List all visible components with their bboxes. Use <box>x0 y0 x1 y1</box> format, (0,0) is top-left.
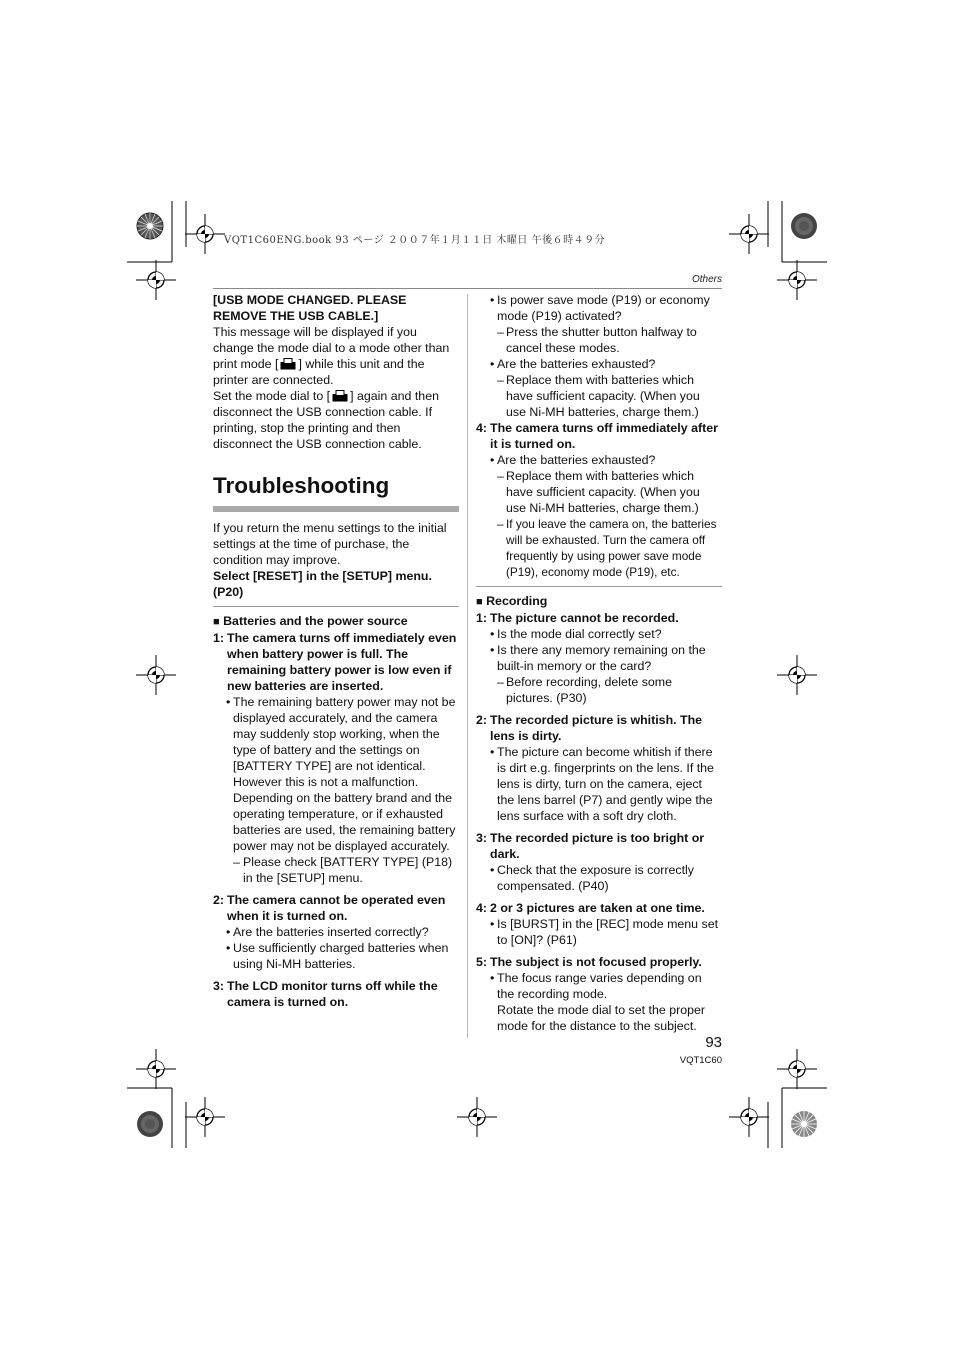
page-number: 93 <box>705 1034 722 1051</box>
registration-mark-icon <box>777 1049 817 1089</box>
list-item: • Is [BURST] in the [REC] mode menu set to [ON]? (P61) <box>490 917 719 947</box>
list-item: – Please check [BATTERY TYPE] (P18) in the [SETUP] menu. <box>233 855 453 885</box>
question-2: 2: The camera cannot be operated even when it is turned on. <box>213 893 446 923</box>
registration-mark-icon <box>185 1097 225 1137</box>
section-divider <box>476 586 722 587</box>
list-item: – Press the shutter button halfway to cancel these modes. <box>497 325 697 355</box>
color-wheel-icon <box>791 213 817 239</box>
question-3: 3: The LCD monitor turns off while the camera is turned on. <box>213 979 438 1009</box>
usb-paragraph-2: Set the mode dial to [ ] again and then disconnect the USB connection cable. If printing, stop the printing and then disconnect the USB connection cable. <box>213 389 439 451</box>
square-bullet-icon: ■ <box>213 616 220 628</box>
list-item: • Check that the exposure is correctly compensated. (P40) <box>490 863 694 893</box>
square-bullet-icon: ■ <box>476 596 483 608</box>
header-rule <box>213 288 722 289</box>
recording-question-2: 2: The recorded picture is whitish. The lens is dirty. <box>476 713 703 743</box>
color-wheel-icon <box>137 1111 163 1137</box>
list-item: – If you leave the camera on, the batteries will be exhausted. Turn the camera off frequently by using power save mode (P19), economy mode (P19), etc. <box>497 517 717 579</box>
page-title: Troubleshooting <box>213 473 390 498</box>
product-code: VQT1C60 <box>679 1055 722 1066</box>
recording-question-1: 1: The picture cannot be recorded. <box>476 611 679 625</box>
registration-mark-icon <box>729 214 769 254</box>
list-item: – Replace them with batteries which have sufficient capacity. (When you use Ni-MH batteries, charge them.) <box>497 469 700 515</box>
section-divider <box>213 606 459 607</box>
registration-mark-icon <box>136 1049 176 1089</box>
registration-mark-icon <box>136 655 176 695</box>
registration-mark-icon <box>729 1097 769 1137</box>
question-4: 4: The camera turns off immediately after it is turned on. <box>476 421 718 451</box>
color-wheel-icon <box>791 1111 817 1137</box>
registration-mark-icon <box>185 214 225 254</box>
recording-question-5: 5: The subject is not focused properly. <box>476 955 702 969</box>
title-underline <box>213 506 459 512</box>
column-divider <box>467 294 468 1038</box>
intro-instruction: Select [RESET] in the [SETUP] menu. (P20) <box>213 569 432 599</box>
section-label: Others <box>691 274 722 285</box>
list-item: • Are the batteries inserted correctly? <box>226 925 429 939</box>
recording-question-3: 3: The recorded picture is too bright or dark. <box>476 831 705 861</box>
right-column <box>476 292 722 1034</box>
print-mode-icon <box>332 390 348 402</box>
left-column <box>213 292 459 1010</box>
question-1: 1: The camera turns off immediately even when battery power is full. The remaining battery power is low even if new batteries are inserted. <box>213 631 457 693</box>
registration-mark-icon <box>457 1097 497 1137</box>
list-item: • Is there any memory remaining on the built-in memory or the card? <box>490 643 706 673</box>
usb-paragraph-1: This message will be displayed if you change the mode dial to a mode other than print mode [ ] while this unit and the printer are connected. <box>213 325 450 387</box>
batteries-heading: ■ Batteries and the power source <box>213 614 408 628</box>
file-stamp: VQT1C60ENG.book 93 ページ ２００７年１月１１日 木曜日 午後６時４９分 <box>224 235 606 246</box>
color-wheel-icon <box>137 213 163 239</box>
list-item-continuation: Rotate the mode dial to set the proper mode for the distance to the subject. <box>497 1003 706 1033</box>
recording-heading: ■ Recording <box>476 594 548 608</box>
registration-mark-icon <box>777 655 817 695</box>
list-item: – Replace them with batteries which have sufficient capacity. (When you use Ni-MH batteries, charge them.) <box>497 373 700 419</box>
registration-mark-icon <box>136 260 176 300</box>
intro-text: If you return the menu settings to the initial settings at the time of purchase, the condition may improve. <box>213 521 447 567</box>
recording-question-4: 4: 2 or 3 pictures are taken at one time. <box>476 901 705 915</box>
list-item: • Are the batteries exhausted? <box>490 357 656 371</box>
list-item: • Is the mode dial correctly set? <box>490 627 662 641</box>
list-item: • The remaining battery power may not be displayed accurately, and the camera may suddenly stop working, when the type of battery and the settings on [BATTERY TYPE] are not identical. However this is not a malfunction. Depending on the battery brand and the operating temperature, or if exhausted batteries are used, the remaining battery power may not be displayed accurately. <box>226 695 456 853</box>
list-item: • Is power save mode (P19) or economy mode (P19) activated? <box>490 293 710 323</box>
list-item: – Before recording, delete some pictures. (P30) <box>497 675 672 705</box>
list-item: • Are the batteries exhausted? <box>490 453 656 467</box>
list-item: • The focus range varies depending on the recording mode. <box>490 971 702 1001</box>
list-item: • The picture can become whitish if there is dirt e.g. fingerprints on the lens. If the lens is dirty, turn on the camera, eject the lens barrel (P7) and gently wipe the lens surface with a soft dry cloth. <box>490 745 714 823</box>
list-item: • Use sufficiently charged batteries when using Ni-MH batteries. <box>226 941 449 971</box>
print-mode-icon <box>280 358 296 370</box>
registration-mark-icon <box>777 260 817 300</box>
usb-heading: [USB MODE CHANGED. PLEASE REMOVE THE USB CABLE.] <box>213 293 407 323</box>
